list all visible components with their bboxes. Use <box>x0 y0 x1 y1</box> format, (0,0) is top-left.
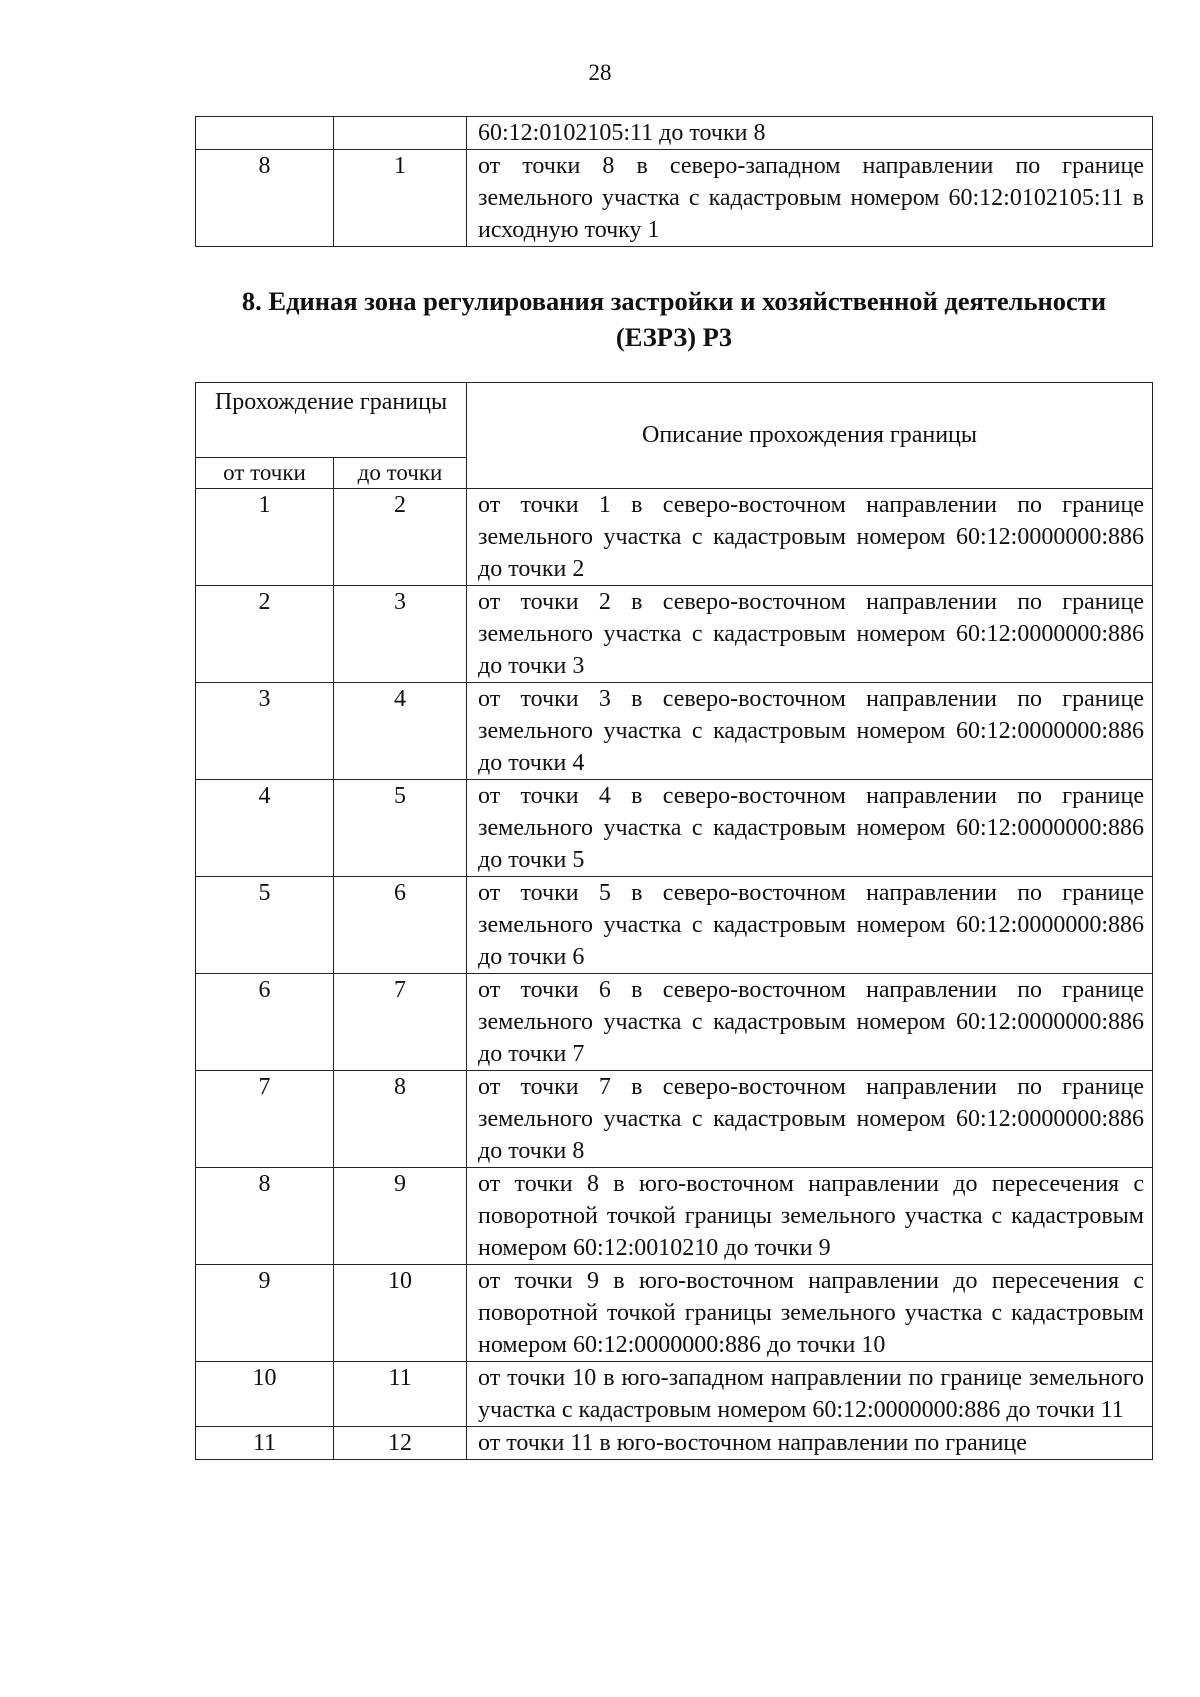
boundary-description-cell: от точки 5 в северо-восточном направлении по границе земельного участка с кадастровым номером 60:12:0000000:886 до точки 6 <box>467 877 1153 974</box>
table-row <box>196 489 1153 586</box>
section-heading-line: (ЕЗРЗ) Р3 <box>615 322 733 352</box>
header-from-point: от точки <box>196 458 334 489</box>
boundary-description-cell: от точки 7 в северо-восточном направлении по границе земельного участка с кадастровым номером 60:12:0000000:886 до точки 8 <box>467 1071 1153 1168</box>
to-point-cell: 7 <box>334 974 467 1071</box>
from-point-cell: 8 <box>196 150 334 247</box>
to-point-cell <box>334 117 467 150</box>
boundary-description-cell: от точки 6 в северо-восточном направлении по границе земельного участка с кадастровым номером 60:12:0000000:886 до точки 7 <box>467 974 1153 1071</box>
boundary-description-cell: от точки 1 в северо-восточном направлении по границе земельного участка с кадастровым номером 60:12:0000000:886 до точки 2 <box>467 489 1153 586</box>
from-point-cell: 6 <box>196 974 334 1071</box>
from-point-cell: 3 <box>196 683 334 780</box>
page-number: 28 <box>588 60 612 85</box>
section-heading-line: 8. Единая зона регулирования застройки и хозяйственной деятельности <box>241 286 1107 316</box>
to-point-cell: 12 <box>334 1427 467 1460</box>
header-to-point: до точки <box>334 458 467 489</box>
boundary-table <box>195 382 1153 1460</box>
boundary-description-cell: от точки 8 в юго-восточном направлении до пересечения с поворотной точкой границы земельного участка с кадастровым номером 60:12:0010210 до точки 9 <box>467 1168 1153 1265</box>
continued-boundary-table <box>195 116 1153 247</box>
table-header-row <box>196 383 1153 458</box>
to-point-cell: 2 <box>334 489 467 586</box>
table-row <box>196 1362 1153 1427</box>
to-point-cell: 8 <box>334 1071 467 1168</box>
table-row <box>196 150 1153 247</box>
from-point-cell: 4 <box>196 780 334 877</box>
section-heading <box>195 283 1153 355</box>
from-point-cell: 8 <box>196 1168 334 1265</box>
to-point-cell: 11 <box>334 1362 467 1427</box>
to-point-cell: 6 <box>334 877 467 974</box>
from-point-cell: 9 <box>196 1265 334 1362</box>
table-row <box>196 1427 1153 1460</box>
boundary-description-cell: от точки 9 в юго-восточном направлении до пересечения с поворотной точкой границы земельного участка с кадастровым номером 60:12:0000000:886 до точки 10 <box>467 1265 1153 1362</box>
boundary-description-cell: от точки 8 в северо-западном направлении по границе земельного участка с кадастровым номером 60:12:0102105:11 в исходную точку 1 <box>467 150 1153 247</box>
from-point-cell: 11 <box>196 1427 334 1460</box>
table-row <box>196 586 1153 683</box>
boundary-description-cell: 60:12:0102105:11 до точки 8 <box>467 117 1153 150</box>
table-row <box>196 1265 1153 1362</box>
from-point-cell: 10 <box>196 1362 334 1427</box>
table-row <box>196 683 1153 780</box>
table-row <box>196 974 1153 1071</box>
to-point-cell: 9 <box>334 1168 467 1265</box>
boundary-description-cell: от точки 11 в юго-восточном направлении по границе <box>467 1427 1153 1460</box>
to-point-cell: 3 <box>334 586 467 683</box>
boundary-description-cell: от точки 10 в юго-западном направлении по границе земельного участка с кадастровым номером 60:12:0000000:886 до точки 11 <box>467 1362 1153 1427</box>
table-row <box>196 1168 1153 1265</box>
from-point-cell: 5 <box>196 877 334 974</box>
from-point-cell: 7 <box>196 1071 334 1168</box>
boundary-description-cell: от точки 2 в северо-восточном направлении по границе земельного участка с кадастровым номером 60:12:0000000:886 до точки 3 <box>467 586 1153 683</box>
to-point-cell: 1 <box>334 150 467 247</box>
table-row <box>196 877 1153 974</box>
boundary-description-cell: от точки 3 в северо-восточном направлении по границе земельного участка с кадастровым номером 60:12:0000000:886 до точки 4 <box>467 683 1153 780</box>
from-point-cell <box>196 117 334 150</box>
table-row <box>196 1071 1153 1168</box>
from-point-cell: 1 <box>196 489 334 586</box>
table-row <box>196 780 1153 877</box>
from-point-cell: 2 <box>196 586 334 683</box>
to-point-cell: 10 <box>334 1265 467 1362</box>
table-row <box>196 117 1153 150</box>
to-point-cell: 5 <box>334 780 467 877</box>
to-point-cell: 4 <box>334 683 467 780</box>
header-description: Описание прохождения границы <box>467 383 1153 489</box>
boundary-description-cell: от точки 4 в северо-восточном направлении по границе земельного участка с кадастровым номером 60:12:0000000:886 до точки 5 <box>467 780 1153 877</box>
header-boundary-passage: Прохождение границы <box>196 383 467 458</box>
